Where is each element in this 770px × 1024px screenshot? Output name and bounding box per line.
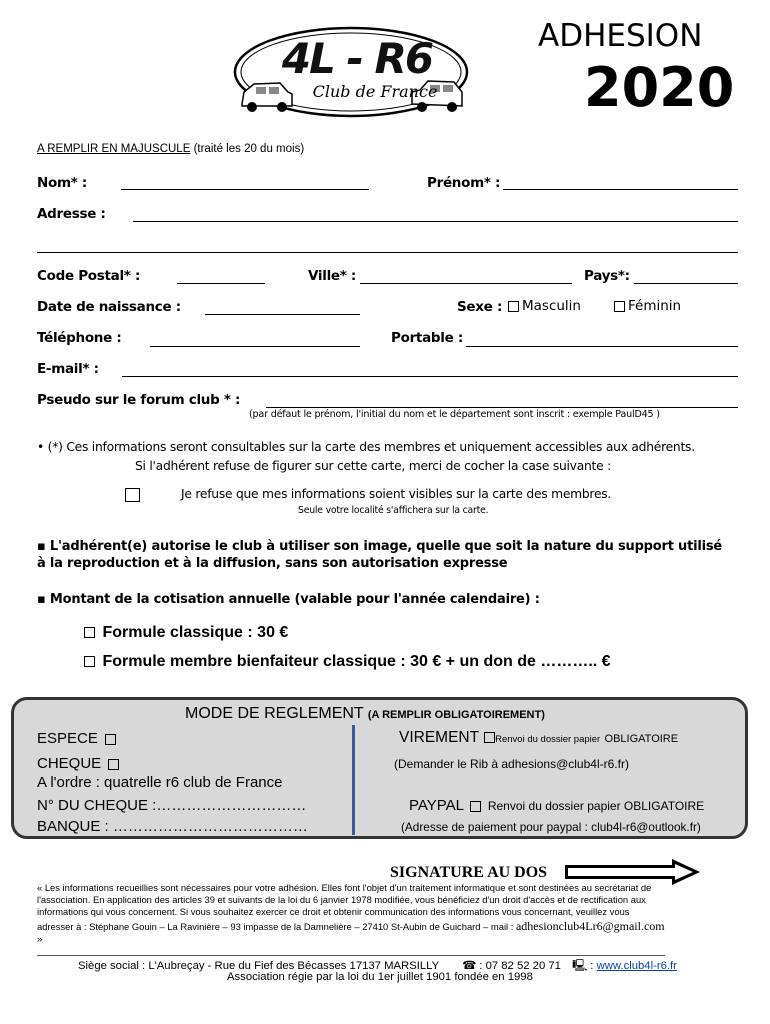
virement-note: Renvoi du dossier papier — [495, 734, 601, 745]
legal-line1: « Les informations recueillies sont nécessaires pour votre adhésion. Elles font l'objet d'un traitement informatique et sont destinées au secrétariat de — [37, 882, 652, 893]
classique-label: Formule classique : 30 € — [102, 624, 289, 641]
cotisation-option-classique[interactable] — [84, 624, 288, 642]
legal-mail: adhesionclub4Lr6@gmail.com — [515, 919, 665, 933]
ville-field[interactable] — [360, 283, 572, 284]
cotisation-option-bienfaiteur[interactable] — [84, 653, 611, 671]
pseudo-label: Pseudo sur le forum club * : — [37, 392, 241, 408]
sexe-feminin[interactable] — [614, 298, 681, 314]
footer-phone: ☎ : 07 82 52 20 71 — [462, 960, 561, 972]
footer-assoc: Association régie par la loi du 1er juillet 1901 fondée en 1998 — [227, 971, 533, 983]
sexe-label: Sexe : — [457, 299, 503, 315]
paypal-label: PAYPAL — [409, 797, 464, 814]
web-icon: 🖳 : — [572, 960, 594, 972]
classique-checkbox[interactable] — [84, 627, 95, 638]
bienfaiteur-label: Formule membre bienfaiteur classique : 30 € + un don de ……….. € — [102, 653, 611, 670]
adresse-field-line2[interactable] — [37, 252, 738, 253]
naissance-field[interactable] — [205, 314, 360, 315]
refuse-label: Je refuse que mes informations soient visibles sur la carte des membres. — [181, 487, 612, 501]
instruction — [37, 143, 304, 155]
image-rights-line1: ▪ L'adhérent(e) autorise le club à utiliser son image, quelle que soit la nature du support utilisé — [37, 539, 723, 554]
cheque-ordre: A l'ordre : quatrelle r6 club de France — [37, 774, 283, 791]
nom-field[interactable] — [121, 189, 369, 190]
rib-note: (Demander le Rib à adhesions@club4l-r6.fr) — [394, 757, 629, 771]
sexe-masculin[interactable] — [508, 298, 581, 314]
masculin-label: Masculin — [522, 298, 581, 314]
nom-label: Nom* : — [37, 175, 87, 191]
telephone-field[interactable] — [150, 346, 360, 347]
logo-name: 4L - R6 — [281, 34, 433, 83]
year: 2020 — [584, 56, 735, 119]
consent-line1: • (*) Ces informations seront consultables sur la carte des membres et uniquement accessibles aux adhérents. — [37, 440, 695, 454]
paypal-address: (Adresse de paiement pour paypal : club4l-r6@outlook.fr) — [401, 820, 701, 834]
feminin-checkbox[interactable] — [614, 301, 625, 312]
pays-field[interactable] — [634, 283, 738, 284]
reglement-divider — [352, 725, 355, 835]
pays-label: Pays*: — [584, 268, 630, 284]
refuse-checkbox[interactable] — [125, 488, 140, 502]
reglement-title-text: MODE DE REGLEMENT — [185, 705, 364, 722]
instruction-underlined: A REMPLIR EN MAJUSCULE — [37, 143, 191, 155]
naissance-label: Date de naissance : — [37, 299, 181, 315]
cheque-label: CHEQUE — [37, 755, 102, 772]
pseudo-note: (par défaut le prénom, l'initial du nom et le département sont inscrit : exemple PaulD45 ) — [249, 409, 660, 420]
feminin-label: Féminin — [628, 298, 682, 314]
logo-subtitle: Club de France — [312, 82, 438, 101]
telephone-label: Téléphone : — [37, 330, 122, 346]
instruction-note: (traité les 20 du mois) — [193, 143, 305, 155]
pseudo-field[interactable] — [266, 407, 738, 408]
cheque-checkbox[interactable] — [108, 759, 119, 770]
signature-label: SIGNATURE AU DOS — [390, 864, 548, 881]
banque-field[interactable]: BANQUE : ………………………………… — [37, 818, 308, 835]
siege-social: Siège social : L'Aubreçay - Rue du Fief des Bécasses 17137 MARSILLY — [78, 960, 439, 972]
cheque-numero[interactable]: N° DU CHEQUE :………………………… — [37, 797, 307, 814]
prenom-field[interactable] — [503, 189, 738, 190]
image-rights-line2: à la reproduction et à la diffusion, sans son autorisation expresse — [37, 556, 508, 571]
virement-checkbox[interactable] — [484, 732, 495, 743]
legal-line4-text: adresser à : Stéphane Gouin – La Ravinière – 93 impasse de la Damnelière – 27410 St-Aubin de Guichard – mail : — [37, 921, 514, 932]
email-field[interactable] — [122, 376, 738, 377]
reglement-title — [185, 705, 545, 723]
ville-label: Ville* : — [308, 268, 357, 284]
espece-option[interactable] — [37, 730, 119, 747]
adresse-label: Adresse : — [37, 206, 106, 222]
espece-label: ESPECE — [37, 730, 98, 747]
website-link[interactable]: www.club4l-r6.fr — [596, 960, 677, 972]
virement-option[interactable] — [399, 729, 678, 747]
code-postal-label: Code Postal* : — [37, 268, 141, 284]
legal-line5: » — [37, 933, 43, 944]
cheque-option[interactable] — [37, 755, 122, 772]
consent-line2: Si l'adhérent refuse de figurer sur cette carte, merci de cocher la case suivante : — [135, 459, 611, 473]
adresse-field[interactable] — [133, 221, 738, 222]
virement-note-strong: OBLIGATOIRE — [604, 733, 679, 745]
paypal-checkbox[interactable] — [470, 801, 481, 812]
footer-rule — [37, 955, 665, 956]
legal-text — [37, 882, 749, 945]
email-label: E-mail* : — [37, 361, 99, 377]
masculin-checkbox[interactable] — [508, 301, 519, 312]
paypal-note: Renvoi du dossier papier OBLIGATOIRE — [487, 799, 705, 813]
portable-label: Portable : — [391, 330, 463, 346]
bienfaiteur-checkbox[interactable] — [84, 656, 95, 667]
legal-line3: informations qui vous concernent. Si vous souhaitez exercer ce droit et obtenir communication des informations vous concernant, veuillez vous — [37, 906, 630, 917]
page-title: ADHESION — [538, 18, 703, 54]
reglement-title-note: (A REMPLIR OBLIGATOIREMENT) — [367, 709, 545, 721]
espece-checkbox[interactable] — [105, 734, 116, 745]
code-postal-field[interactable] — [177, 283, 265, 284]
prenom-label: Prénom* : — [427, 175, 501, 191]
legal-line2: l'association. En application des articles 39 et suivants de la loi du 6 janvier 1978 modifiée, vous bénéficiez d'un droit d'accès et de rectification aux — [37, 894, 646, 905]
paypal-option[interactable] — [409, 797, 704, 814]
virement-label: VIREMENT — [399, 729, 479, 746]
cotisation-title: ▪ Montant de la cotisation annuelle (valable pour l'année calendaire) : — [37, 592, 540, 607]
portable-field[interactable] — [466, 346, 738, 347]
refuse-note: Seule votre localité s'affichera sur la carte. — [298, 505, 489, 516]
legal-line4 — [37, 920, 749, 933]
